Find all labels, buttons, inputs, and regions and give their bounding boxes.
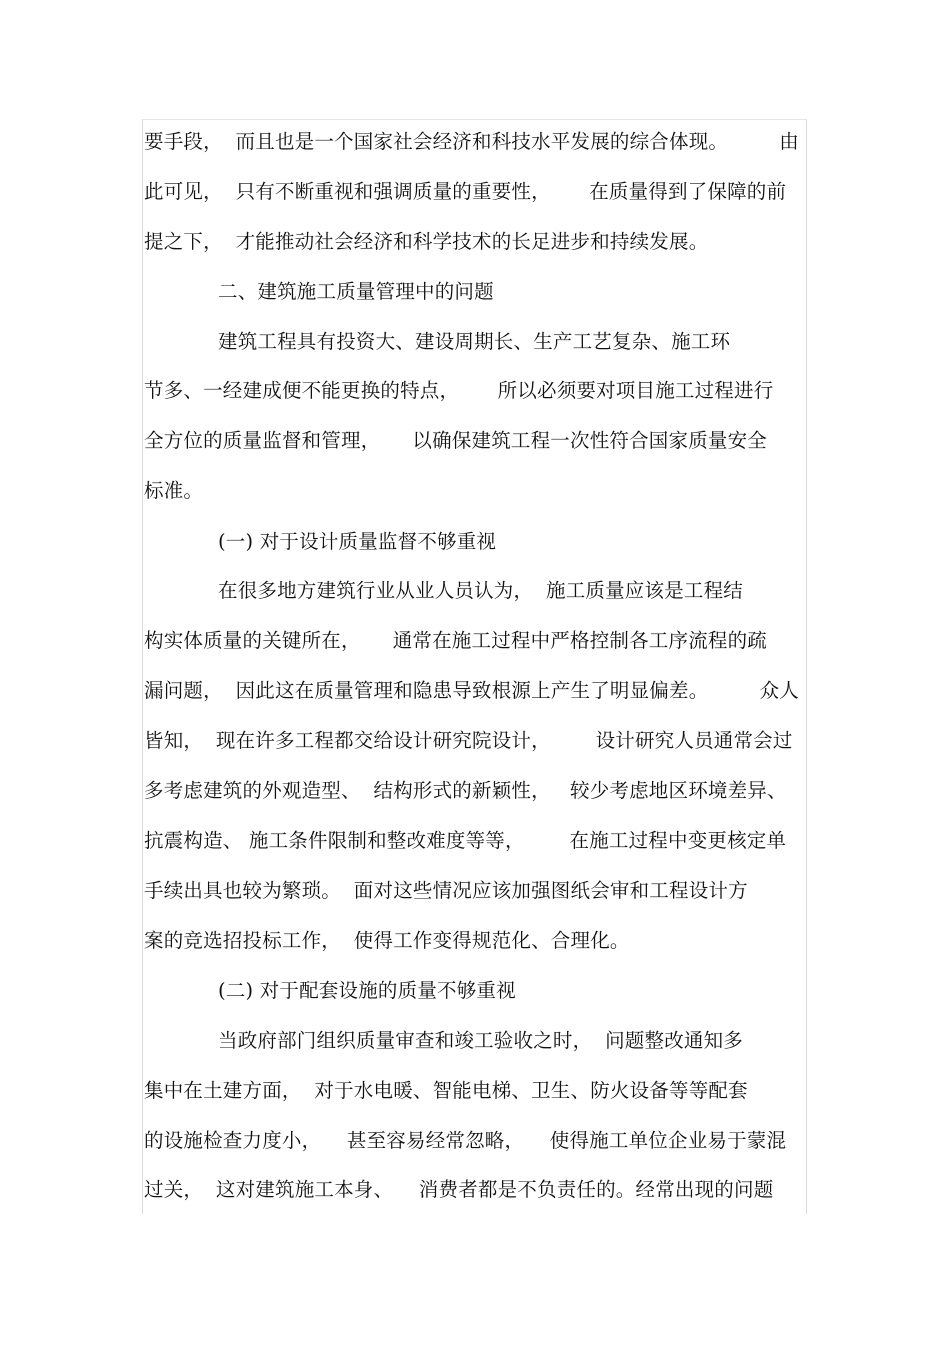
text-line-19: 当政府部门组织质量审查和竣工验收之时， 问题整改通知多 [218, 1029, 743, 1052]
subsection-heading-1: (一) 对于设计质量监督不够重视 [218, 530, 497, 553]
text-line-11: 构实体质量的关键所在， 通常在施工过程中严格控制各工序流程的疏 [144, 629, 767, 652]
text-line-2: 此可见， 只有不断重视和强调质量的重要性， 在质量得到了保障的前 [144, 180, 787, 203]
text-line-5: 建筑工程具有投资大、建设周期长、生产工艺复杂、施工环 [218, 330, 731, 353]
text-line-14: 多考虑建筑的外观造型、 结构形式的新颖性， 较少考虑地区环境差异、 [144, 779, 787, 802]
text-line-22: 过关， 这对建筑施工本身、 消费者都是不负责任的。经常出现的问题 [144, 1178, 774, 1201]
text-line-17: 案的竞选招投标工作， 使得工作变得规范化、合理化。 [144, 929, 630, 952]
text-line-16: 手续出具也较为繁琐。 面对这些情况应该加强图纸会审和工程设计方 [144, 879, 748, 902]
text-line-12: 漏问题， 因此这在质量管理和隐患导致根源上产生了明显偏差。 众人 [144, 679, 799, 702]
text-line-15: 抗震构造、 施工条件限制和整改难度等等， 在施工过程中变更核定单 [144, 829, 787, 852]
text-line-3: 提之下， 才能推动社会经济和科学技术的长足进步和持续发展。 [144, 230, 709, 253]
text-line-10: 在很多地方建筑行业从业人员认为， 施工质量应该是工程结 [218, 579, 743, 602]
text-line-21: 的设施检查力度小， 甚至容易经常忽略， 使得施工单位企业易于蒙混 [144, 1129, 787, 1152]
text-line-8: 标准。 [144, 479, 204, 502]
text-line-6: 节多、一经建成便不能更换的特点， 所以必须要对项目施工过程进行 [144, 379, 774, 402]
section-heading-2: 二、建筑施工质量管理中的问题 [218, 280, 494, 303]
text-line-7: 全方位的质量监督和管理， 以确保建筑工程一次性符合国家质量安全 [144, 429, 767, 452]
text-line-13: 皆知， 现在许多工程都交给设计研究院设计， 设计研究人员通常会过 [144, 729, 793, 752]
text-line-20: 集中在土建方面， 对于水电暖、智能电梯、卫生、防火设备等等配套 [144, 1079, 748, 1102]
subsection-heading-2: (二) 对于配套设施的质量不够重视 [218, 979, 516, 1002]
text-line-1: 要手段， 而且也是一个国家社会经济和科技水平发展的综合体现。 由 [144, 130, 799, 153]
